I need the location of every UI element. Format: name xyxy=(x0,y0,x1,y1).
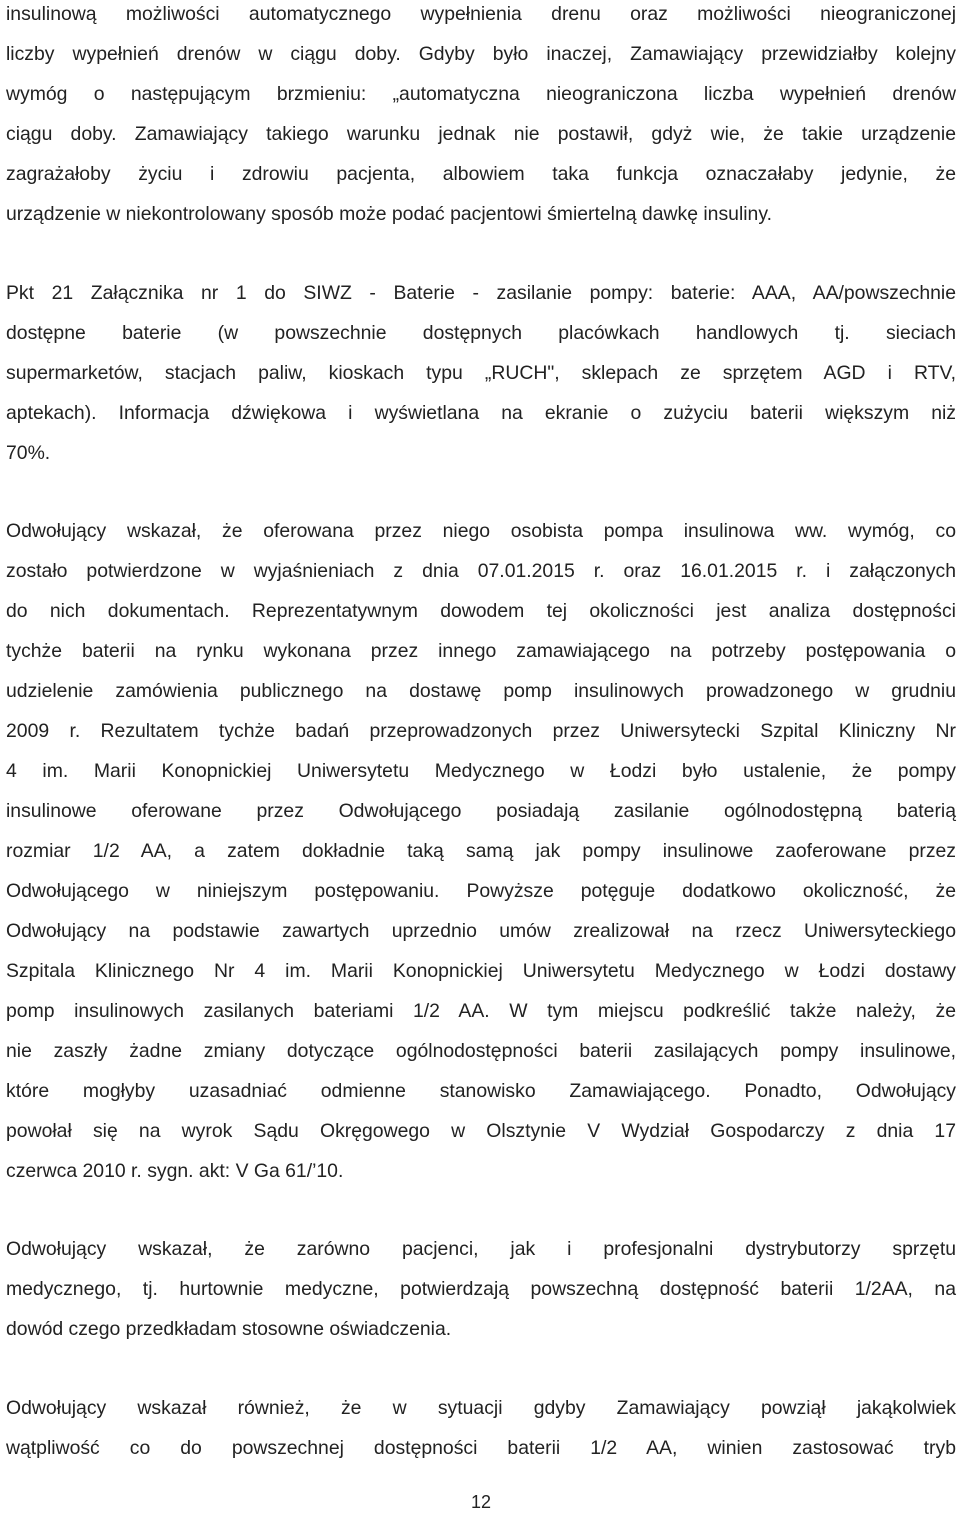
text-line: 4 im. Marii Konopnickiej Uniwersytetu Medycznego w Łodzi było ustalenie, że pompy xyxy=(6,760,956,782)
text-line: zostało potwierdzone w wyjaśnieniach z dnia 07.01.2015 r. oraz 16.01.2015 r. i załączonych xyxy=(6,560,956,582)
paragraph-appellant-pump-evidence xyxy=(6,511,956,1191)
text-line: dostępne baterie (w powszechnie dostępnych placówkach handlowych tj. sieciach xyxy=(6,322,956,344)
text-line: urządzenie w niekontrolowany sposób może podać pacjentowi śmiertelną dawkę insuliny. xyxy=(6,203,772,225)
text-line: insulinowe oferowane przez Odwołującego posiadają zasilanie ogólnodostępną baterią xyxy=(6,800,956,822)
text-line: 70%. xyxy=(6,442,51,464)
text-line: Pkt 21 Załącznika nr 1 do SIWZ - Baterie - zasilanie pompy: baterie: AAA, AA/powszechnie xyxy=(6,282,956,304)
paragraph-pkt-21-batteries xyxy=(6,273,956,473)
text-line: wątpliwość co do powszechnej dostępności baterii 1/2 AA, winien zastosować tryb xyxy=(6,1437,956,1459)
text-line: rozmiar 1/2 AA, a zatem dokładnie taką samą jak pompy insulinowe zaoferowane przez xyxy=(6,840,956,862)
page-number: 12 xyxy=(470,1492,492,1512)
text-line: aptekach). Informacja dźwiękowa i wyświetlana na ekranie o zużyciu baterii większym niż xyxy=(6,402,956,424)
text-line: nie zaszły żadne zmiany dotyczące ogólnodostępności baterii zasilających pompy insulinowe, xyxy=(6,1040,956,1062)
text-line: udzielenie zamówienia publicznego na dostawę pomp insulinowych prowadzonego w grudniu xyxy=(6,680,956,702)
text-line: supermarketów, stacjach paliw, kioskach typu „RUCH", sklepach ze sprzętem AGD i RTV, xyxy=(6,362,956,384)
paragraph-drain-filling xyxy=(6,0,956,234)
text-line: które mogłyby uzasadniać odmienne stanowisko Zamawiającego. Ponadto, Odwołujący xyxy=(6,1080,956,1102)
text-line: Odwołujący wskazał, że zarówno pacjenci, jak i profesjonalni dystrybutorzy sprzętu xyxy=(6,1238,956,1260)
text-line: wymóg o następującym brzmieniu: „automatyczna nieograniczona liczba wypełnień drenów xyxy=(6,83,956,105)
text-line: Odwołujący na podstawie zawartych uprzednio umów zrealizował na rzecz Uniwersyteckiego xyxy=(6,920,956,942)
text-line: medycznego, tj. hurtownie medyczne, potwierdzają powszechną dostępność baterii 1/2AA, na xyxy=(6,1278,956,1300)
paragraph-doubt-procedure xyxy=(6,1388,956,1468)
text-line: zagrażałoby życiu i zdrowiu pacjenta, albowiem taka funkcja oznaczałaby jedynie, że xyxy=(6,163,956,185)
text-line: Odwołującego w niniejszym postępowaniu. Powyższe potęguje dodatkowo okoliczność, że xyxy=(6,880,956,902)
text-line: Szpitala Klinicznego Nr 4 im. Marii Konopnickiej Uniwersytetu Medycznego w Łodzi dostawy xyxy=(6,960,956,982)
text-line: czerwca 2010 r. sygn. akt: V Ga 61/’10. xyxy=(6,1160,344,1182)
text-line: tychże baterii na rynku wykonana przez innego zamawiającego na potrzeby postępowania o xyxy=(6,640,956,662)
text-line: pomp insulinowych zasilanych bateriami 1/2 AA. W tym miejscu podkreślić także należy, że xyxy=(6,1000,956,1022)
document-page xyxy=(6,0,956,1513)
text-line: insulinową możliwości automatycznego wypełnienia drenu oraz możliwości nieograniczonej xyxy=(6,3,956,25)
paragraph-patients-distributors xyxy=(6,1229,956,1349)
text-line: Odwołujący wskazał również, że w sytuacji gdyby Zamawiający powziął jakąkolwiek xyxy=(6,1397,956,1419)
text-line: do nich dokumentach. Reprezentatywnym dowodem tej okoliczności jest analiza dostępności xyxy=(6,600,956,622)
text-line: ciągu doby. Zamawiający takiego warunku jednak nie postawił, gdyż wie, że takie urządzenie xyxy=(6,123,956,145)
text-line: Odwołujący wskazał, że oferowana przez niego osobista pompa insulinowa ww. wymóg, co xyxy=(6,520,956,542)
text-line: liczby wypełnień drenów w ciągu doby. Gdyby było inaczej, Zamawiający przewidziałby kolejny xyxy=(6,43,956,65)
text-line: powołał się na wyrok Sądu Okręgowego w Olsztynie V Wydział Gospodarczy z dnia 17 xyxy=(6,1120,956,1142)
text-line: 2009 r. Rezultatem tychże badań przeprowadzonych przez Uniwersytecki Szpital Kliniczny Nr xyxy=(6,720,956,742)
text-line: dowód czego przedkładam stosowne oświadczenia. xyxy=(6,1318,452,1340)
